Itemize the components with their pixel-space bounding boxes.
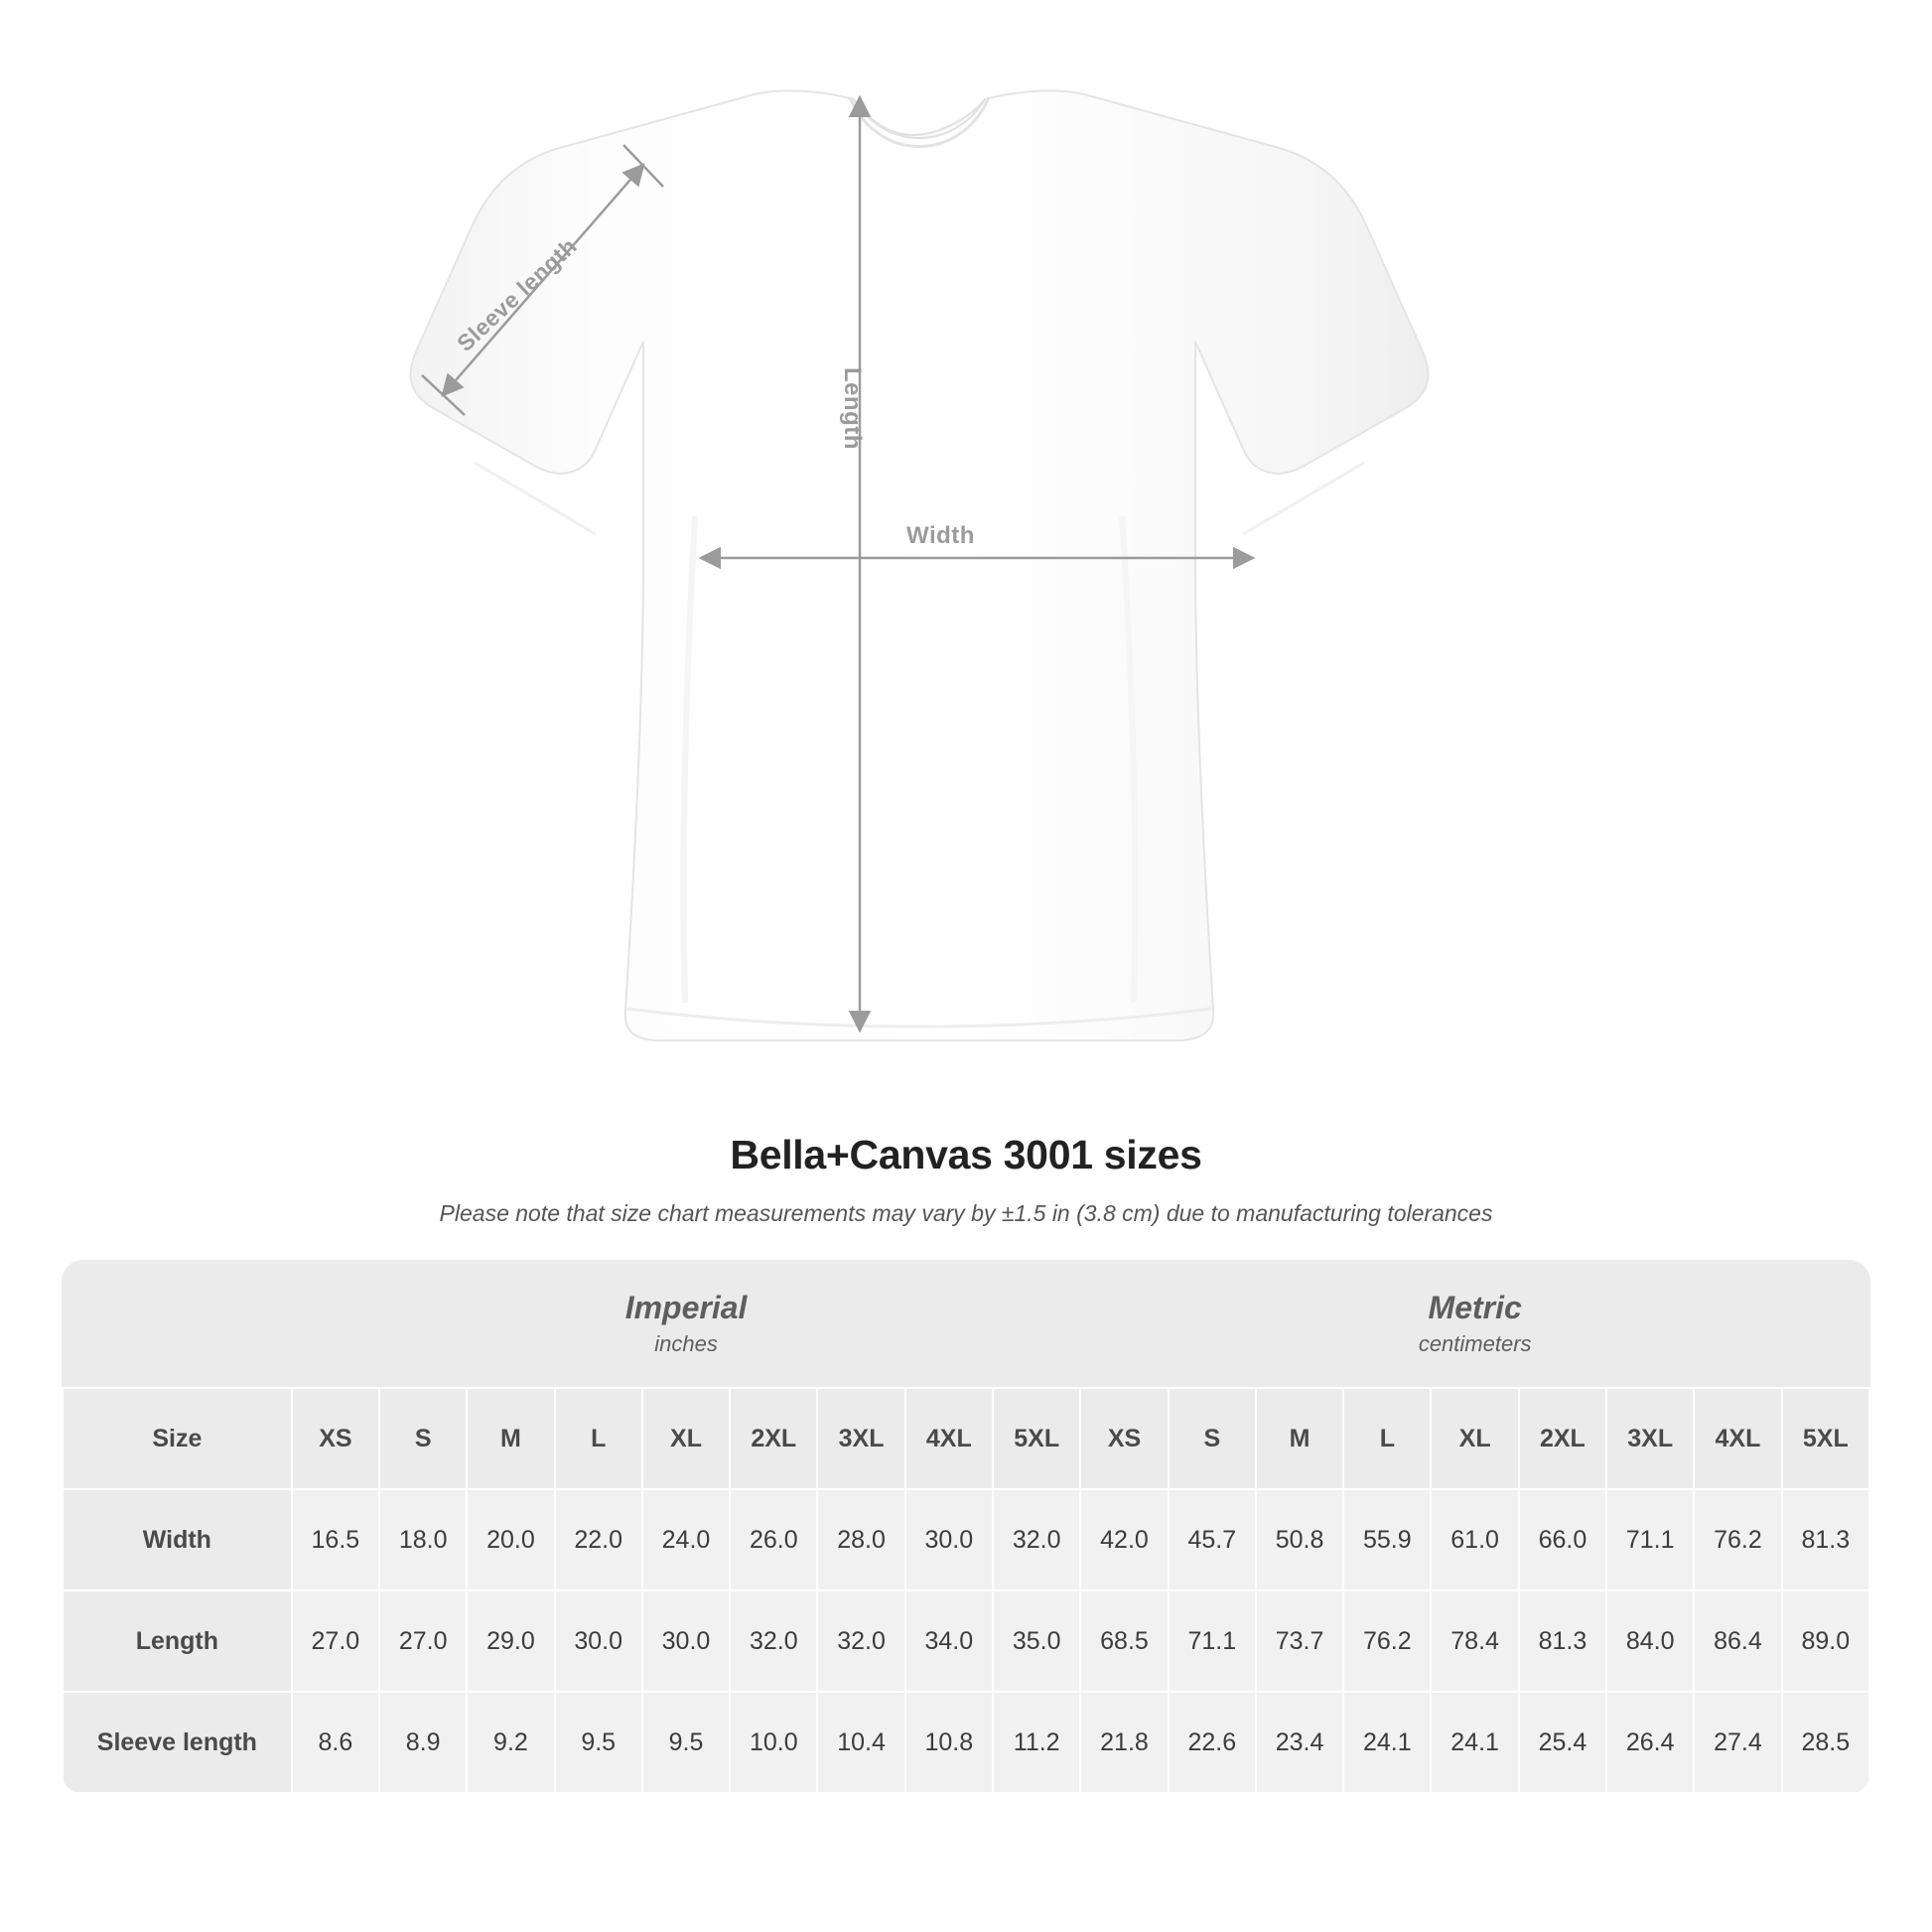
size-header-cell: S xyxy=(1169,1388,1256,1489)
table-row xyxy=(63,1692,1869,1793)
size-table-container xyxy=(62,1260,1870,1794)
unit-group-imperial-name: Imperial xyxy=(624,1289,748,1325)
cell-length: 35.0 xyxy=(993,1590,1080,1692)
size-header-cell: 5XL xyxy=(1782,1388,1869,1489)
table-row xyxy=(63,1590,1869,1692)
size-header-label: Size xyxy=(63,1388,292,1489)
cell-sleeve-length: 26.4 xyxy=(1606,1692,1694,1793)
cell-sleeve-length: 11.2 xyxy=(993,1692,1080,1793)
width-dimension-label: Width xyxy=(906,522,975,549)
size-table xyxy=(62,1260,1870,1794)
cell-sleeve-length: 10.8 xyxy=(905,1692,993,1793)
unit-group-imperial-sub: inches xyxy=(654,1331,718,1357)
cell-sleeve-length: 24.1 xyxy=(1343,1692,1431,1793)
cell-width: 16.5 xyxy=(292,1489,379,1590)
length-dimension-label: Length xyxy=(839,367,866,450)
cell-sleeve-length: 22.6 xyxy=(1169,1692,1256,1793)
cell-width: 81.3 xyxy=(1782,1489,1869,1590)
cell-length: 78.4 xyxy=(1431,1590,1518,1692)
cell-length: 30.0 xyxy=(555,1590,642,1692)
cell-width: 61.0 xyxy=(1431,1489,1518,1590)
cell-width: 20.0 xyxy=(467,1489,554,1590)
cell-sleeve-length: 24.1 xyxy=(1431,1692,1518,1793)
size-header-cell: XL xyxy=(642,1388,730,1489)
unit-group-metric-name: Metric xyxy=(1428,1289,1522,1325)
cell-length: 81.3 xyxy=(1519,1590,1606,1692)
cell-sleeve-length: 23.4 xyxy=(1256,1692,1343,1793)
cell-length: 84.0 xyxy=(1606,1590,1694,1692)
cell-sleeve-length: 28.5 xyxy=(1782,1692,1869,1793)
cell-sleeve-length: 10.0 xyxy=(730,1692,817,1793)
row-label-width: Width xyxy=(63,1489,292,1590)
cell-length: 89.0 xyxy=(1782,1590,1869,1692)
size-header-cell: 2XL xyxy=(730,1388,817,1489)
cell-length: 27.0 xyxy=(292,1590,379,1692)
sleeve-length-dimension-label: Sleeve length xyxy=(452,232,582,357)
cell-length: 76.2 xyxy=(1343,1590,1431,1692)
cell-width: 22.0 xyxy=(555,1489,642,1590)
table-row xyxy=(63,1489,1869,1590)
cell-length: 71.1 xyxy=(1169,1590,1256,1692)
row-label-sleeve-length: Sleeve length xyxy=(63,1692,292,1793)
tolerance-note: Please note that size chart measurements may vary by ±1.5 in (3.8 cm) due to manufacturing tolerances xyxy=(439,1200,1493,1226)
cell-width: 18.0 xyxy=(379,1489,467,1590)
table-corner-cell xyxy=(63,1260,292,1388)
cell-length: 32.0 xyxy=(817,1590,904,1692)
cell-sleeve-length: 8.9 xyxy=(379,1692,467,1793)
cell-width: 26.0 xyxy=(730,1489,817,1590)
unit-group-metric xyxy=(1080,1260,1869,1388)
size-header-cell: 3XL xyxy=(817,1388,904,1489)
cell-width: 42.0 xyxy=(1080,1489,1168,1590)
cell-length: 27.0 xyxy=(379,1590,467,1692)
cell-length: 73.7 xyxy=(1256,1590,1343,1692)
page-title: Bella+Canvas 3001 sizes xyxy=(730,1132,1202,1177)
cell-length: 68.5 xyxy=(1080,1590,1168,1692)
size-header-row xyxy=(63,1388,1869,1489)
title-block xyxy=(0,1132,1932,1227)
cell-width: 32.0 xyxy=(993,1489,1080,1590)
size-header-cell: 4XL xyxy=(1694,1388,1781,1489)
cell-width: 66.0 xyxy=(1519,1489,1606,1590)
cell-sleeve-length: 21.8 xyxy=(1080,1692,1168,1793)
cell-length: 86.4 xyxy=(1694,1590,1781,1692)
cell-width: 45.7 xyxy=(1169,1489,1256,1590)
size-header-cell: M xyxy=(467,1388,554,1489)
cell-width: 76.2 xyxy=(1694,1489,1781,1590)
cell-sleeve-length: 9.2 xyxy=(467,1692,554,1793)
cell-length: 34.0 xyxy=(905,1590,993,1692)
cell-sleeve-length: 25.4 xyxy=(1519,1692,1606,1793)
unit-group-imperial xyxy=(292,1260,1081,1388)
cell-width: 28.0 xyxy=(817,1489,904,1590)
cell-sleeve-length: 27.4 xyxy=(1694,1692,1781,1793)
unit-group-row xyxy=(63,1260,1869,1388)
cell-length: 32.0 xyxy=(730,1590,817,1692)
size-header-cell: XS xyxy=(292,1388,379,1489)
cell-sleeve-length: 9.5 xyxy=(555,1692,642,1793)
size-header-cell: S xyxy=(379,1388,467,1489)
unit-group-metric-sub: centimeters xyxy=(1418,1331,1532,1357)
size-header-cell: M xyxy=(1256,1388,1343,1489)
cell-length: 29.0 xyxy=(467,1590,554,1692)
cell-width: 24.0 xyxy=(642,1489,730,1590)
size-header-cell: 4XL xyxy=(905,1388,993,1489)
cell-width: 30.0 xyxy=(905,1489,993,1590)
size-header-cell: 3XL xyxy=(1606,1388,1694,1489)
size-header-cell: 5XL xyxy=(993,1388,1080,1489)
cell-length: 30.0 xyxy=(642,1590,730,1692)
cell-width: 55.9 xyxy=(1343,1489,1431,1590)
cell-width: 50.8 xyxy=(1256,1489,1343,1590)
size-header-cell: XS xyxy=(1080,1388,1168,1489)
size-header-cell: XL xyxy=(1431,1388,1518,1489)
size-header-cell: 2XL xyxy=(1519,1388,1606,1489)
size-header-cell: L xyxy=(1343,1388,1431,1489)
row-label-length: Length xyxy=(63,1590,292,1692)
cell-width: 71.1 xyxy=(1606,1489,1694,1590)
cell-sleeve-length: 10.4 xyxy=(817,1692,904,1793)
size-header-cell: L xyxy=(555,1388,642,1489)
cell-sleeve-length: 8.6 xyxy=(292,1692,379,1793)
cell-sleeve-length: 9.5 xyxy=(642,1692,730,1793)
